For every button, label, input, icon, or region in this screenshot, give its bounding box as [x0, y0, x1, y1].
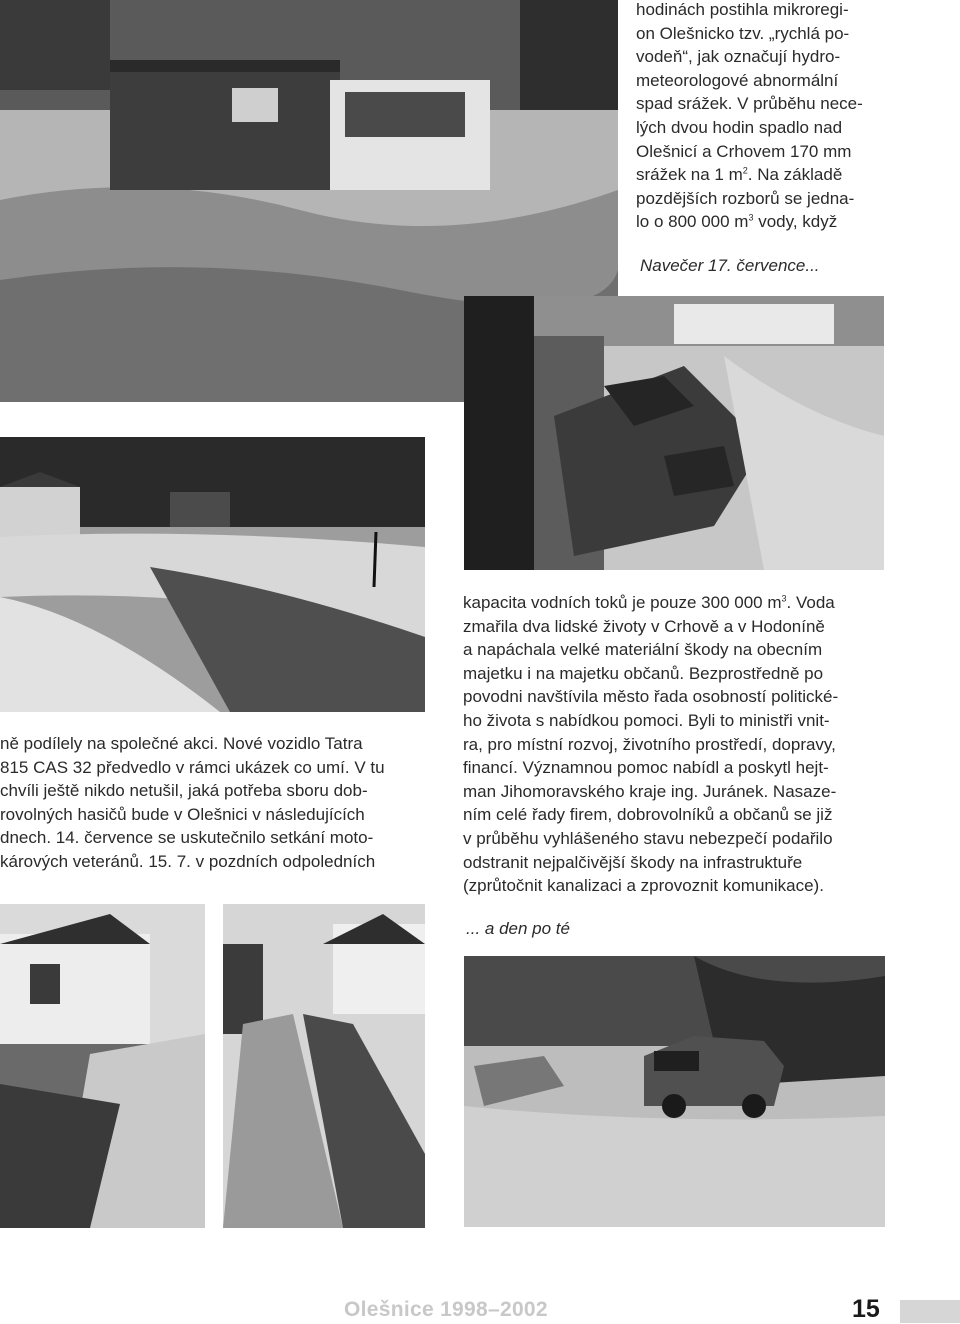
text-line: pozdějších rozborů se jedna-	[636, 188, 855, 208]
text-line: srážek na 1 $m^2$. Na základě	[636, 165, 843, 185]
caption-evening: Navečer 17. července...	[640, 256, 820, 275]
text-line: financí. Významnou pomoc nabídl a poskytl hejt-	[463, 758, 829, 778]
text-line: kárových veteránů. 15. 7. v pozdních odpoledních	[0, 851, 376, 871]
photo-damaged-car	[464, 956, 885, 1227]
text-line: majetku i na majetku občanů. Bezprostředně po	[463, 663, 824, 683]
photo-flooded-stream	[0, 437, 425, 712]
text-line: Olešnicí a Crhovem 170 mm	[636, 141, 852, 161]
text-line: 815 CAS 32 předvedlo v rámci ukázek co umí. V tu	[0, 757, 385, 777]
text-line: chvíli ještě nikdo netušil, jaká potřeba sboru dob-	[0, 781, 368, 801]
text-line: a napáchala velké materiální škody na obecním	[463, 640, 823, 660]
text-line: (zprůtočnit kanalizaci a zprovoznit komunikace).	[463, 876, 824, 896]
text-line: hodinách postihla mikroregi-	[636, 0, 849, 19]
text-line: odstranit nejpalčivější škody na infrastruktuře	[463, 852, 803, 872]
article-text-top-right	[636, 0, 882, 234]
text-line: vodeň“, jak označují hydro-	[636, 47, 841, 67]
text-line: man Jihomoravského kraje ing. Juránek. Nasaze-	[463, 781, 837, 801]
text-line: lo o 800 000 $m^3$ vody, když	[636, 212, 838, 232]
text-line: ra, pro místní rozvoj, životního prostředí, dopravy,	[463, 734, 836, 754]
text-line: ho života s nabídkou pomoci. Byli to ministři vnit-	[463, 710, 830, 730]
footer-title: Olešnice 1998–2002	[344, 1298, 548, 1321]
footer-decor-bar	[900, 1300, 960, 1323]
text-line: ním celé řady firem, dobrovolníků a občanů se již	[463, 805, 833, 825]
text-line: povodni navštívila město řada osobností politické-	[463, 687, 839, 707]
page-number: 15	[852, 1295, 880, 1323]
text-line: rovolných hasičů bude v Olešnici v následujících	[0, 804, 365, 824]
caption-day-after: ... a den po té	[466, 919, 570, 938]
article-text-left	[0, 732, 425, 874]
text-line: meteorologové abnormální	[636, 70, 839, 90]
photo-house-damaged-street	[0, 904, 205, 1228]
text-line: v průběhu vyhlášeného stavu nebezpečí podařilo	[463, 828, 833, 848]
text-line: kapacita vodních toků je pouze 300 000 $m^3$. Voda	[463, 593, 835, 612]
article-text-right	[463, 591, 884, 898]
text-line: on Olešnicko tzv. „rychlá po-	[636, 23, 850, 43]
text-line: lých dvou hodin spadlo nad	[636, 117, 843, 137]
text-line: dnech. 14. července se uskutečnilo setkání moto-	[0, 828, 374, 848]
text-line: spad srážek. V průběhu nece-	[636, 94, 863, 114]
photo-road-damaged-stream	[223, 904, 425, 1228]
text-line: ně podílely na společné akci. Nové vozidlo Tatra	[0, 734, 363, 753]
photo-flooded-road-debris	[464, 296, 884, 570]
text-line: zmařila dva lidské životy v Crhově a v Hodoníně	[463, 616, 825, 636]
